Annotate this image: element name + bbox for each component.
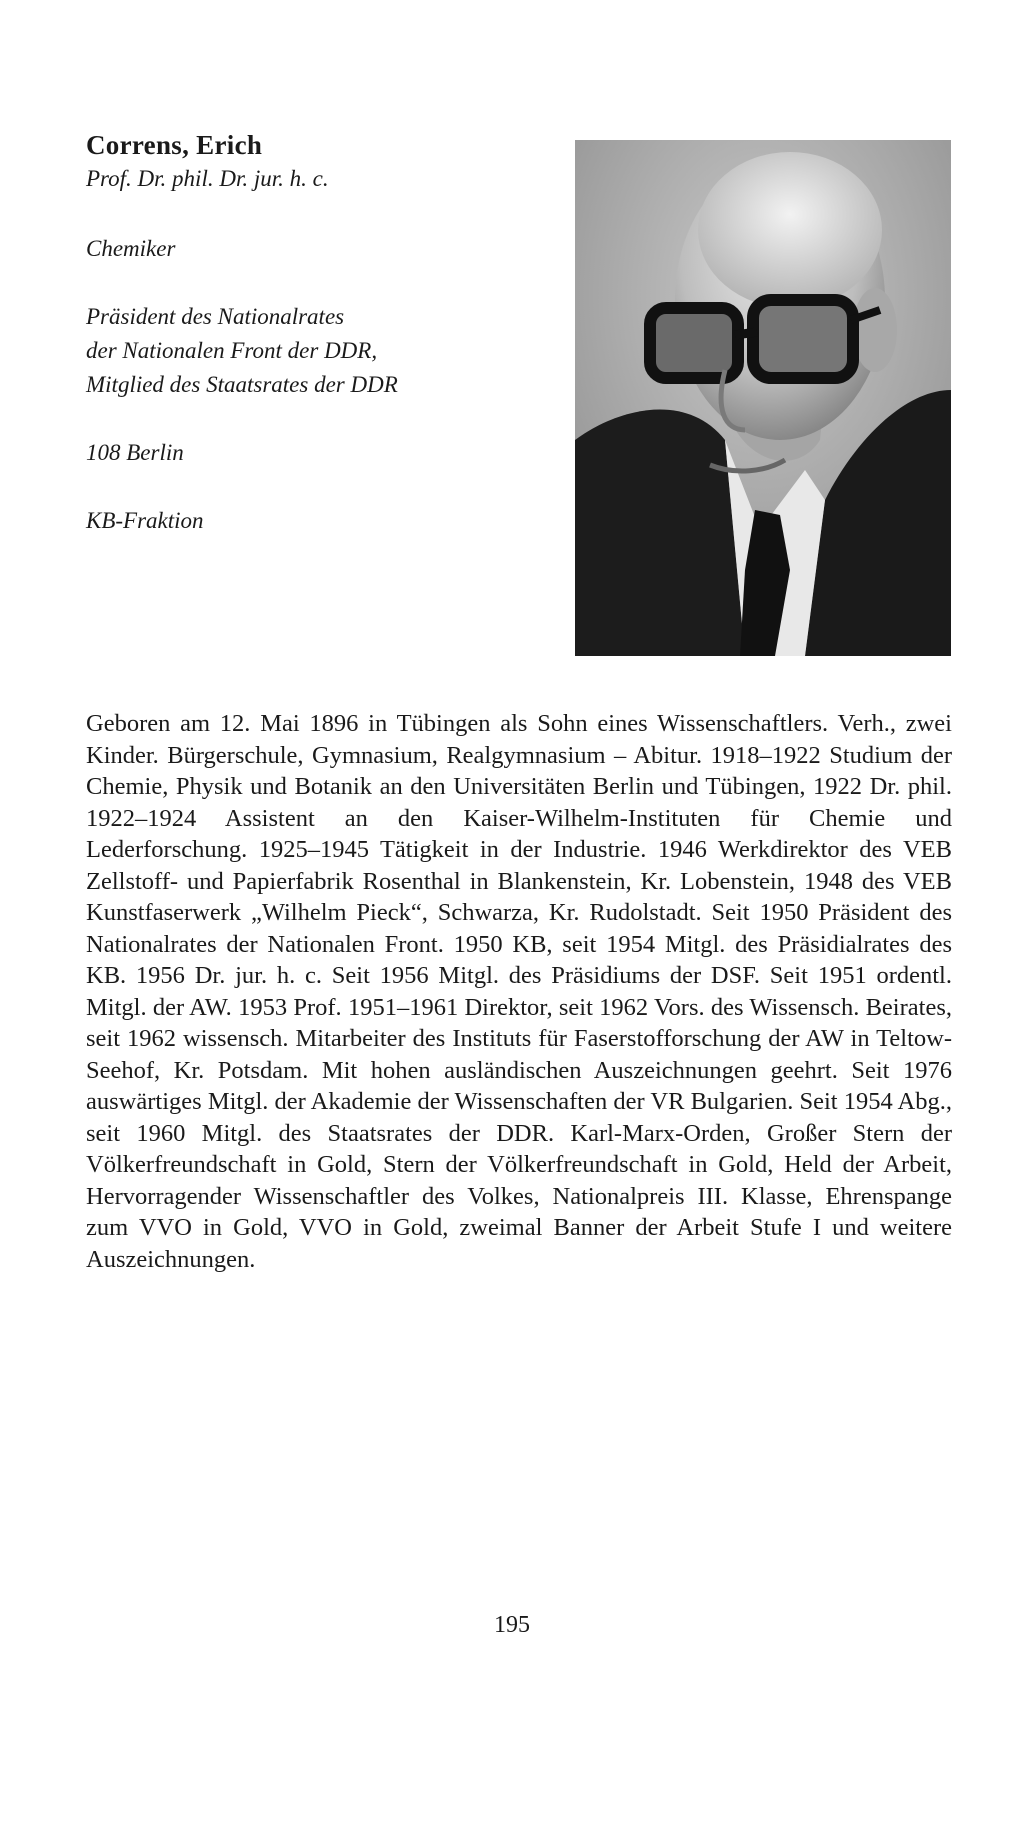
portrait-illustration <box>575 140 951 656</box>
position-line: Mitglied des Staatsrates der DDR <box>86 372 398 397</box>
profession: Chemiker <box>86 236 176 261</box>
faction: KB-Fraktion <box>86 508 204 533</box>
positions-block <box>86 300 546 402</box>
position-line: der Nationalen Front der DDR, <box>86 338 378 363</box>
location: 108 Berlin <box>86 440 184 465</box>
page-number: 195 <box>494 1612 530 1638</box>
portrait-photo <box>575 140 951 656</box>
person-name: Correns, Erich <box>86 130 263 160</box>
academic-titles: Prof. Dr. phil. Dr. jur. h. c. <box>86 166 329 191</box>
entry-header <box>86 128 546 538</box>
biography-text: Geboren am 12. Mai 1896 in Tübingen als Sohn eines Wissenschaftlers. Verh., zwei Kinder. Bürgerschule, Gymnasium, Realgymnasium – Abitur. 1918–1922 Studium der Chemie, Physik und Botanik an den Universitäten Berlin und Tübingen, 1922 Dr. phil. 1922–1924 Assistent an den Kaiser-Wilhelm-Instituten für Chemie und Lederforschung. 1925–1945 Tätigkeit in der Industrie. 1946 Werkdirektor des VEB Zellstoff- und Papierfabrik Rosenthal in Blankenstein, Kr. Lobenstein, 1948 des VEB Kunstfaserwerk „Wilhelm Pieck“, Schwarza, Kr. Rudolstadt. Seit 1950 Präsident des Nationalrates der Nationalen Front. 1950 KB, seit 1954 Mitgl. des Präsidialrates des KB. 1956 Dr. jur. h. c. Seit 1956 Mitgl. des Präsidiums der DSF. Seit 1951 ordentl. Mitgl. der AW. 1953 Prof. 1951–1961 Direktor, seit 1962 Vors. des Wissensch. Beirates, seit 1962 wissensch. Mitarbeiter des Instituts für Faserstofforschung der AW in Teltow-Seehof, Kr. Potsdam. Mit hohen ausländischen Auszeichnungen geehrt. Seit 1976 auswärtiges Mitgl. der Akademie der Wissenschaften der VR Bulgarien. Seit 1954 Abg., seit 1960 Mitgl. des Staatsrates der DDR. Karl-Marx-Orden, Großer Stern der Völkerfreundschaft in Gold, Stern der Völkerfreundschaft in Gold, Held der Arbeit, Hervorragender Wissenschaftler des Volkes, Nationalpreis III. Klasse, Ehrenspange zum VVO in Gold, VVO in Gold, zweimal Banner der Arbeit Stufe I und weitere Auszeichnungen. <box>86 710 952 1273</box>
position-line: Präsident des Nationalrates <box>86 304 345 329</box>
